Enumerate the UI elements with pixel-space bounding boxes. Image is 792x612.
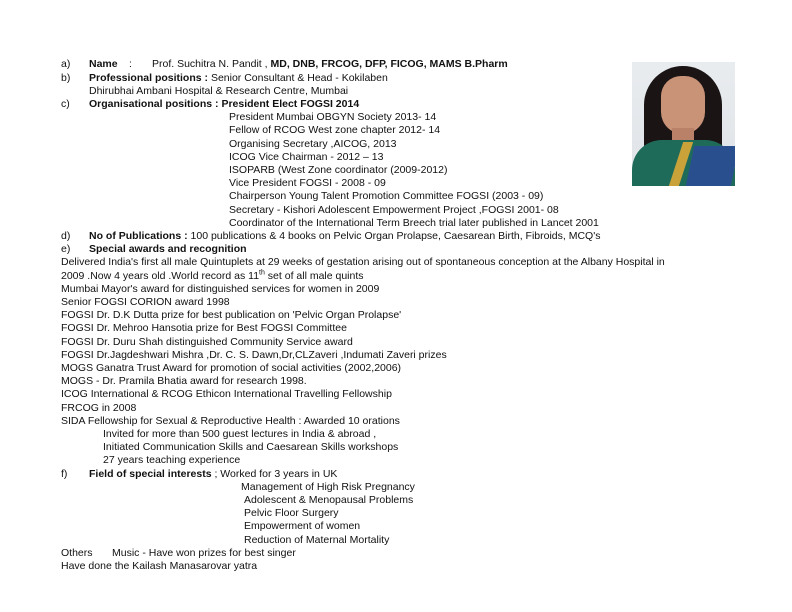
award-indented-item: Invited for more than 500 guest lectures in India & abroad , [103,428,377,440]
organisational-first: President Elect FOGSI 2014 [221,98,360,110]
awards-label: Special awards and recognition [89,243,247,255]
person-degrees: MD, DNB, FRCOG, DFP, FICOG, MAMS B.Pharm [270,58,508,70]
award-item: FOGSI Dr.Jagdeshwari Mishra ,Dr. C. S. Dawn,Dr,CLZaveri ,Indumati Zaveri prizes [61,349,447,361]
organisational-item: ISOPARB (West Zone coordinator (2009-2012) [229,164,448,176]
award-item: Senior FOGSI CORION award 1998 [61,296,230,308]
organisational-item: Secretary - Kishori Adolescent Empowerment Project ,FOGSI 2001- 08 [229,204,559,216]
professional-value: Senior Consultant & Head - Kokilaben [210,72,388,84]
others-label: Others [61,547,93,559]
portrait-face [661,76,705,134]
organisational-item: Coordinator of the International Term Breech trial later published in Lancet 2001 [229,217,599,229]
organisational-item: ICOG Vice Chairman - 2012 – 13 [229,151,384,163]
item-marker-b: b) [61,72,71,84]
item-marker-c: c) [61,98,70,110]
awards-line-1: Delivered India's first all male Quintuplets at 29 weeks of gestation arising out of spontaneous conception at the Albany Hospital in [61,256,665,268]
professional-line [89,72,388,85]
publications-line [89,230,600,243]
professional-value-2: Dhirubhai Ambani Hospital & Research Centre, Mumbai [89,85,349,97]
award-item: FOGSI Dr. D.K Dutta prize for best publication on 'Pelvic Organ Prolapse' [61,309,402,321]
award-indented-item: 27 years teaching experience [103,454,241,466]
item-marker-f: f) [61,468,68,480]
interests-label: Field of special interests [89,468,212,480]
organisational-item: Chairperson Young Talent Promotion Committee FOGSI (2003 - 09) [229,190,544,202]
award-item: Mumbai Mayor's award for distinguished services for women in 2009 [61,283,380,295]
item-marker-a: a) [61,58,71,70]
award-indented-item: Initiated Communication Skills and Caesarean Skills workshops [103,441,399,453]
organisational-item: Fellow of RCOG West zone chapter 2012- 14 [229,124,441,136]
professional-label: Professional positions : [89,72,209,84]
awards-line-2 [61,270,364,283]
award-item: ICOG International & RCOG Ethicon International Travelling Fellowship [61,388,392,400]
organisational-line [89,98,359,111]
award-item: MOGS Ganatra Trust Award for promotion of social activities (2002,2006) [61,362,402,374]
person-name [152,58,508,71]
award-item: FRCOG in 2008 [61,402,137,414]
item-marker-d: d) [61,230,71,242]
interest-item: Reduction of Maternal Mortality [244,534,390,546]
portrait-saree-drape [686,146,735,186]
interests-value: ; Worked for 3 years in UK [214,468,338,480]
interest-item: Empowerment of women [244,520,361,532]
award-item: MOGS - Dr. Pramila Bhatia award for research 1998. [61,375,307,387]
organisational-label: Organisational positions : [89,98,219,110]
award-item: FOGSI Dr. Mehroo Hansotia prize for Best FOGSI Committee [61,322,347,334]
organisational-item: Organising Secretary ,AICOG, 2013 [229,138,397,150]
name-colon: : [129,58,132,70]
awards-line-2-sup: th [259,269,265,277]
award-item: FOGSI Dr. Duru Shah distinguished Community Service award [61,336,353,348]
interest-item: Adolescent & Menopausal Problems [244,494,414,506]
award-item: SIDA Fellowship for Sexual & Reproductive Health : Awarded 10 orations [61,415,400,427]
portrait-photo [632,62,735,186]
organisational-item: President Mumbai OBGYN Society 2013- 14 [229,111,437,123]
others-value: Music - Have won prizes for best singer [112,547,296,559]
publications-value: 100 publications & 4 books on Pelvic Organ Prolapse, Caesarean Birth, Fibroids, MCQ's [190,230,601,242]
interest-item: Management of High Risk Pregnancy [241,481,415,493]
awards-line-2b: set of all male quints [264,270,364,282]
interest-item: Pelvic Floor Surgery [244,507,339,519]
awards-line-2a: 2009 .Now 4 years old .World record as 11 [61,270,260,282]
organisational-item: Vice President FOGSI - 2008 - 09 [229,177,386,189]
name-label: Name [89,58,118,70]
interests-line [89,468,337,481]
others-line-2: Have done the Kailash Manasarovar yatra [61,560,258,572]
publications-label: No of Publications : [89,230,188,242]
person-name-text: Prof. Suchitra N. Pandit , [152,58,268,70]
item-marker-e: e) [61,243,71,255]
